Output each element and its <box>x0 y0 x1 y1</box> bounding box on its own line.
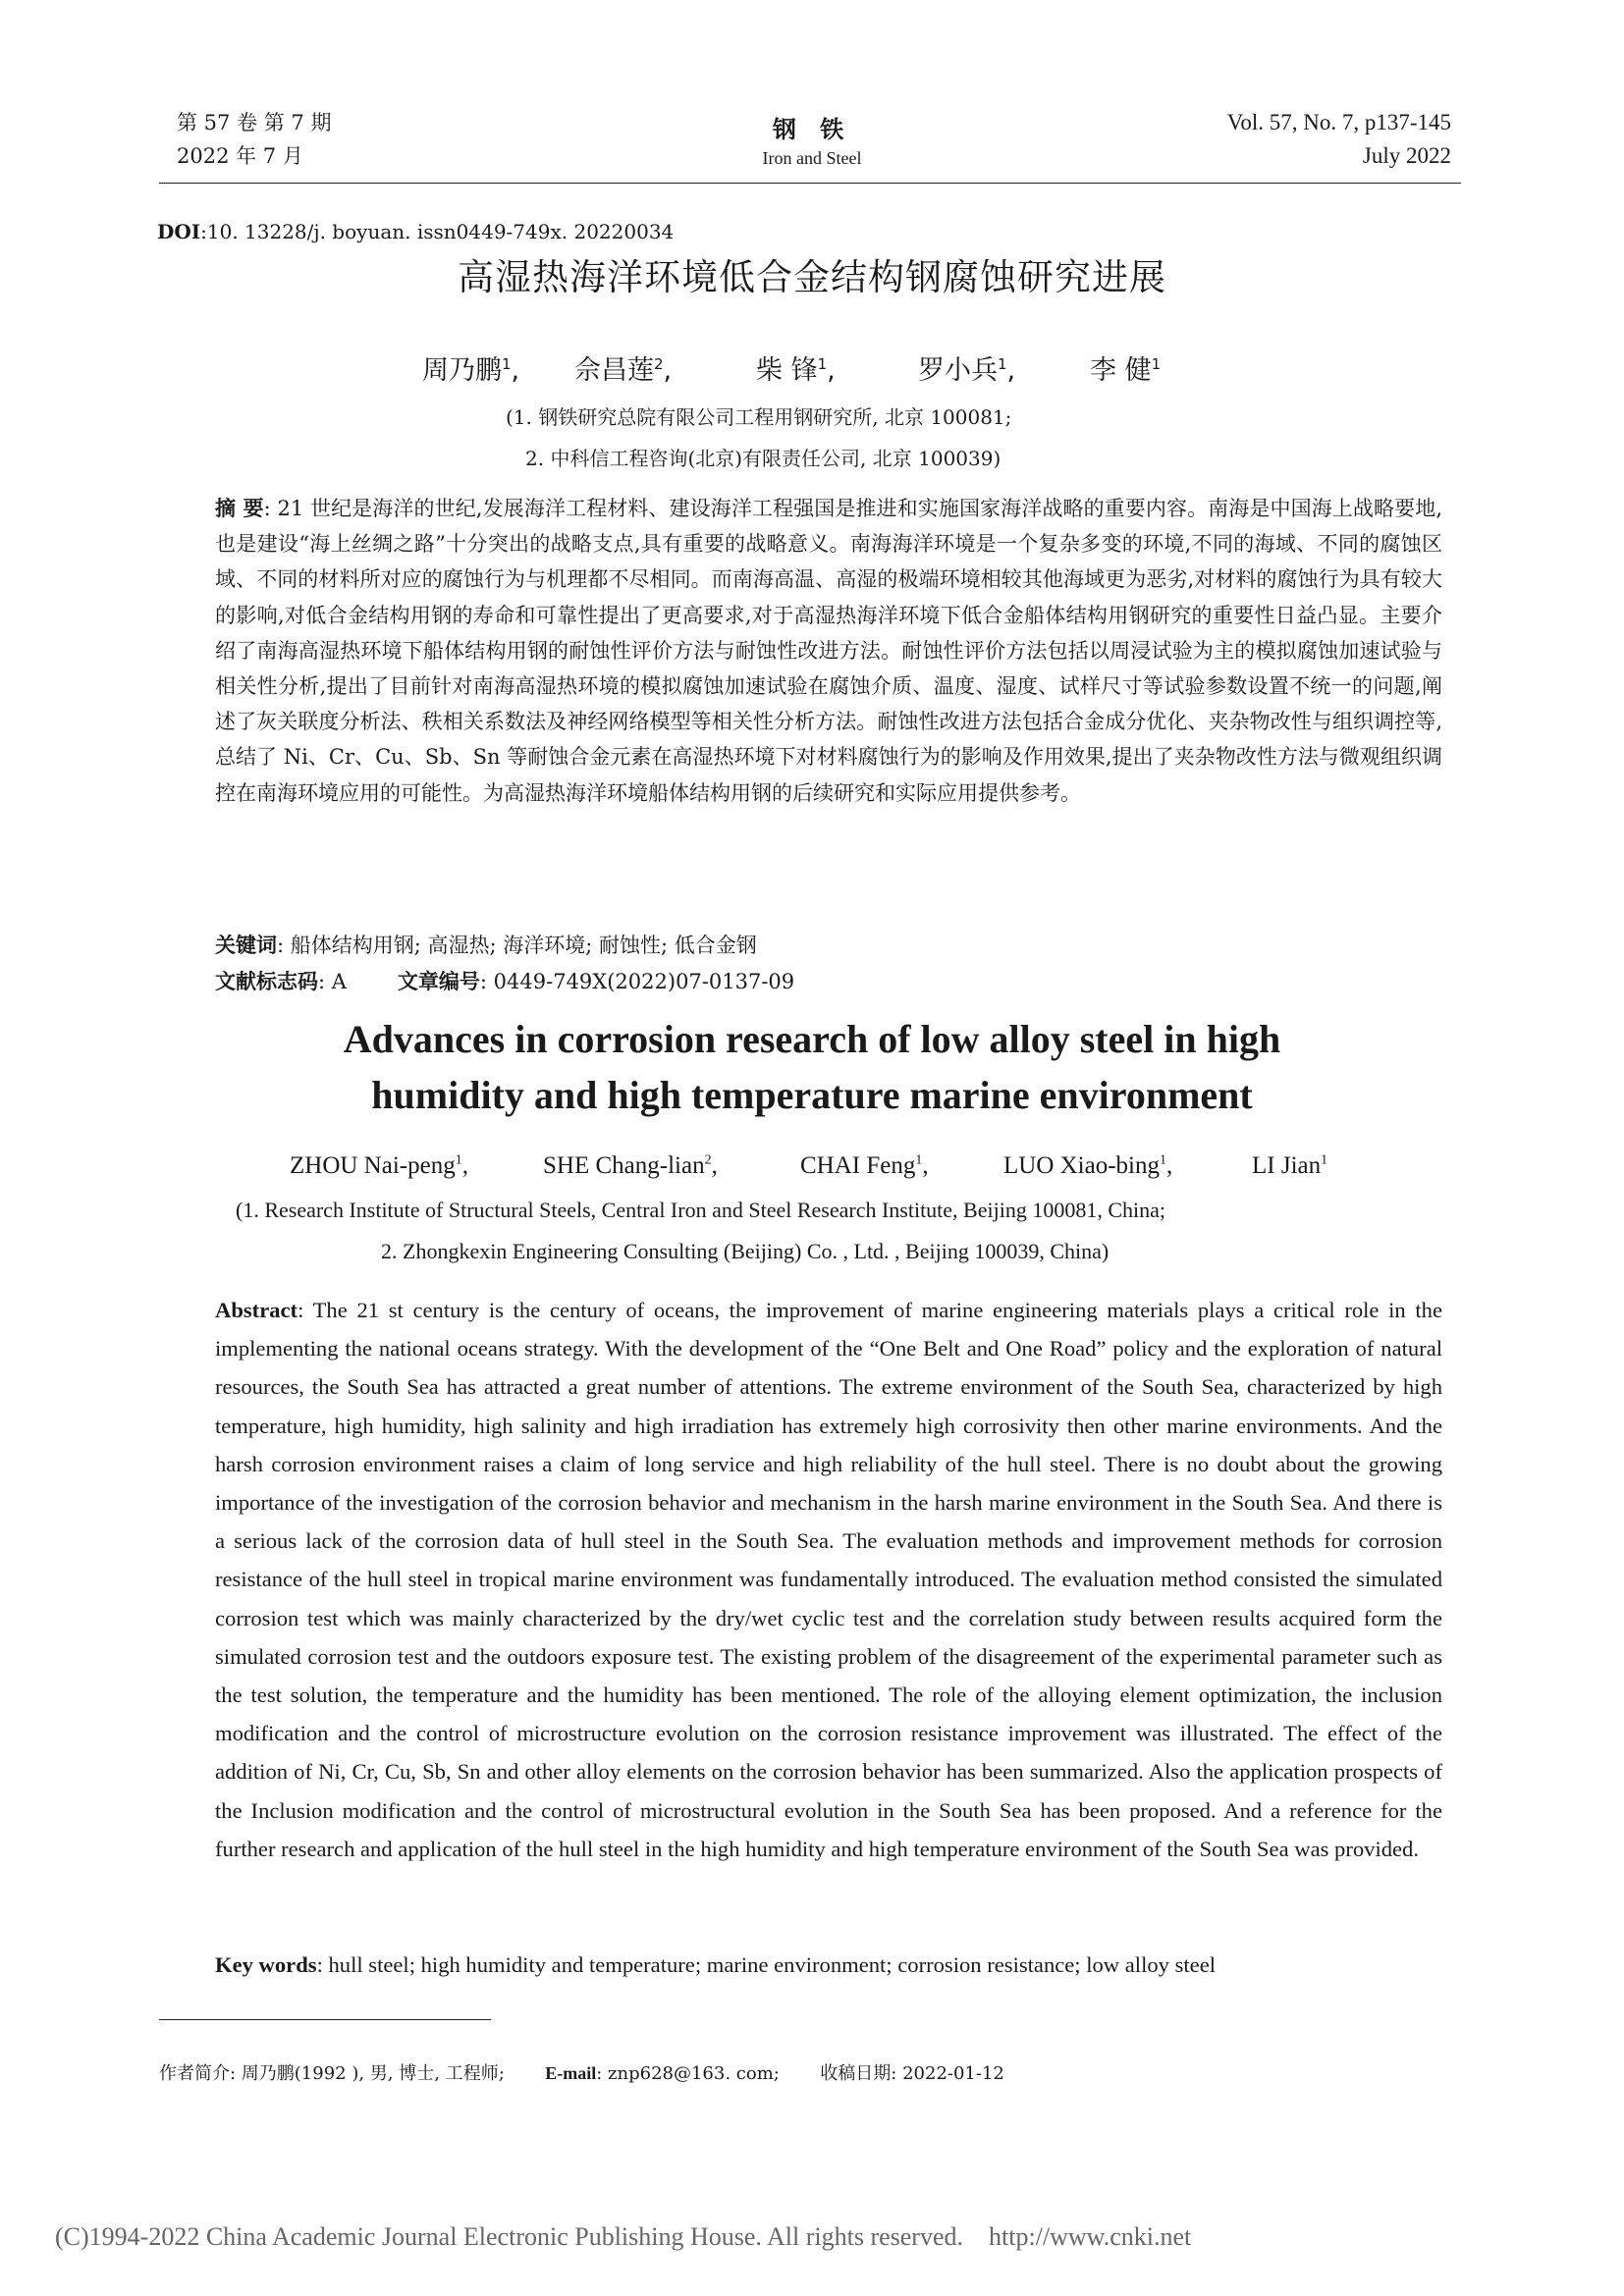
received-date: 收稿日期: 2022-01-12 <box>820 2063 1004 2084</box>
author-en: LI Jian$^1$ <box>1252 1152 1328 1179</box>
abstract-en <box>215 1291 1442 1868</box>
affiliation-en-1: (1. Research Institute of Structural Steels, Central Iron and Steel Research Institute, Beijing 100081, China; <box>236 1198 1165 1222</box>
volume-issue: 第 57 卷 第 7 期 <box>177 111 332 134</box>
doc-code-line <box>215 964 1442 999</box>
footnote <box>159 2059 1004 2085</box>
footnote-rule <box>159 2019 491 2020</box>
author-zh: 罗小兵$^1$, <box>918 355 1016 386</box>
header-rule <box>159 183 1461 184</box>
journal-name-zh: 钢 铁 <box>772 116 852 143</box>
keywords-en <box>215 1946 1442 1984</box>
keywords-zh <box>215 928 1442 963</box>
header-left <box>177 106 331 173</box>
abstract-zh-label: 摘 要 <box>215 496 264 520</box>
keywords-zh-label: 关键词 <box>215 933 277 957</box>
article-number-value: : 0449-749X(2022)07-0137-09 <box>479 970 795 993</box>
journal-name-en: Iron and Steel <box>762 148 862 168</box>
keywords-en-label: Key words <box>215 1952 317 1977</box>
keywords-en-text: : hull steel; high humidity and temperature; marine environment; corrosion resistance; low alloy steel <box>316 1952 1216 1977</box>
title-zh: 高湿热海洋环境低合金结构钢腐蚀研究进展 <box>458 256 1166 298</box>
abstract-zh <box>215 491 1442 811</box>
keywords-zh-text: : 船体结构用钢; 高湿热; 海洋环境; 耐蚀性; 低合金钢 <box>277 934 757 957</box>
abstract-en-label: Abstract <box>215 1298 298 1322</box>
email-label: E-mail <box>545 2063 597 2083</box>
doc-code-value: : A <box>318 970 347 993</box>
month-year: July 2022 <box>1362 143 1451 168</box>
header-right <box>1227 106 1451 173</box>
doi-value: :10. 13228/j. boyuan. issn0449-749x. 20220034 <box>200 220 675 243</box>
doi-label: DOI <box>157 220 201 243</box>
copyright-notice: (C)1994-2022 China Academic Journal Electronic Publishing House. All rights reserved. http://www.cnki.net <box>55 2222 1192 2251</box>
author-en: ZHOU Nai-peng$^1$, <box>290 1152 468 1179</box>
author-en: LUO Xiao-bing$^1$, <box>1003 1152 1173 1179</box>
author-zh: 李 健$^1$ <box>1090 355 1162 386</box>
email-value: : znp628@163. com; <box>596 2063 780 2084</box>
affiliation-zh-2: 2. 中科信工程咨询(北京)有限责任公司, 北京 100039) <box>525 447 1001 470</box>
title-en-line-2: humidity and high temperature marine environment <box>371 1073 1253 1117</box>
article-number-label: 文章编号 <box>397 969 480 993</box>
author-zh: 佘昌莲$^2$, <box>574 355 673 386</box>
title-en <box>0 1011 1624 1123</box>
doc-code-label: 文献标志码 <box>215 969 318 993</box>
affiliation-zh-1: (1. 钢铁研究总院有限公司工程用钢研究所, 北京 100081; <box>506 405 1012 429</box>
author-intro: 作者简介: 周乃鹏(1992 ), 男, 博士, 工程师; <box>159 2063 505 2084</box>
author-en: CHAI Feng$^1$, <box>800 1152 929 1179</box>
doi-line <box>157 220 674 243</box>
affiliation-en-2: 2. Zhongkexin Engineering Consulting (Beijing) Co. , Ltd. , Beijing 100039, China) <box>381 1239 1110 1263</box>
publication-date: 2022 年 7 月 <box>177 144 303 168</box>
author-zh: 周乃鹏$^1$, <box>422 355 520 386</box>
title-en-line-1: Advances in corrosion research of low alloy steel in high <box>343 1017 1281 1061</box>
author-zh: 柴 锋$^1$, <box>756 355 836 386</box>
abstract-zh-text: : 21 世纪是海洋的世纪,发展海洋工程材料、建设海洋工程强国是推进和实施国家海洋战略的重要内容。南海是中国海上战略要地,也是建设“海上丝绸之路”十分突出的战略支点,具有重要的战略意义。南海海洋环境是一个复杂多变的环境,不同的海域、不同的腐蚀区域、不同的材料所对应的腐蚀行为与机理都不尽相同。而南海高温、高湿的极端环境相较其他海域更为恶劣,对材料的腐蚀行为具有较大的影响,对低合金结构用钢的寿命和可靠性提出了更高要求,对于高湿热海洋环境下低合金船体结构用钢研究的重要性日益凸显。主要介绍了南海高湿热环境下船体结构用钢的耐蚀性评价方法与耐蚀性改进方法。耐蚀性评价方法包括以周浸试验为主的模拟腐蚀加速试验与相关性分析,提出了目前针对南海高湿热环境的模拟腐蚀加速试验在腐蚀介质、温度、湿度、试样尺寸等试验参数设置不统一的问题,阐述了灰关联度分析法、秩相关系数法及神经网络模型等相关性分析方法。耐蚀性改进方法包括合金成分优化、夹杂物改性与组织调控等,总结了 Ni、Cr、Cu、Sb、Sn 等耐蚀合金元素在高湿热环境下对材料腐蚀行为的影响及作用效果,提出了夹杂物改性方法与微观组织调控在南海环境应用的可能性。为高湿热海洋环境船体结构用钢的后续研究和实际应用提供参考。 <box>215 497 1442 805</box>
header-center <box>714 110 910 169</box>
abstract-en-text: : The 21 st century is the century of oceans, the improvement of marine engineering materials plays a critical role in the implementing the national oceans strategy. With the development of the “One Belt and One Road” policy and the exploration of natural resources, the South Sea has attracted a great number of attentions. The extreme environment of the South Sea, characterized by high temperature, high humidity, high salinity and high irradiation has extremely high corrosivity then other marine environments. And the harsh corrosion environment raises a claim of long service and high reliability of the hull steel. There is no doubt about the growing importance of the investigation of the corrosion behavior and mechanism in the harsh marine environment in the South Sea. And there is a serious lack of the corrosion data of hull steel in the South Sea. The evaluation methods and improvement methods for corrosion resistance of the hull steel in tropical marine environment was fundamentally introduced. The evaluation method consisted the simulated corrosion test which was mainly characterized by the dry/wet cyclic test and the correlation study between results acquired form the simulated corrosion test and the outdoors exposure test. The existing problem of the disagreement of the experimental parameter such as the test solution, the temperature and the humidity has been mentioned. The role of the alloying element optimization, the inclusion modification and the control of microstructure evolution on the corrosion resistance improvement was illustrated. The effect of the addition of Ni, Cr, Cu, Sb, Sn and other alloy elements on the corrosion behavior has been summarized. Also the application prospects of the Inclusion modification and the control of microstructural evolution in the South Sea has been proposed. And a reference for the further research and application of the hull steel in the high humidity and high temperature environment of the South Sea was provided. <box>215 1298 1442 1861</box>
volume-pages: Vol. 57, No. 7, p137-145 <box>1226 110 1451 134</box>
author-en: SHE Chang-lian$^2$, <box>543 1152 718 1179</box>
